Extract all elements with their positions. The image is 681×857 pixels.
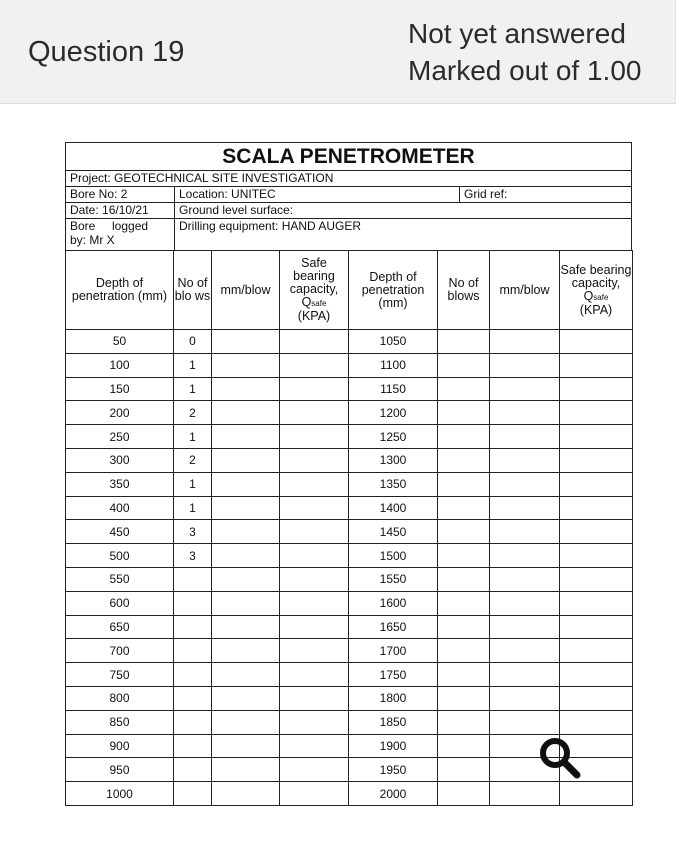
marks-label: Marked out of 1.00: [408, 55, 642, 86]
blows-cell: [174, 663, 212, 687]
depth-cell: 1650: [349, 615, 438, 639]
table-header-row: [66, 251, 633, 330]
safe-bearing-cell: [280, 710, 349, 734]
safe-bearing-cell: [560, 615, 633, 639]
depth-cell: 1850: [349, 710, 438, 734]
mm-blow-cell: [212, 544, 280, 568]
blows-cell: [438, 377, 490, 401]
safe-bearing-cell: [560, 448, 633, 472]
safe-bearing-cell: [280, 377, 349, 401]
table-row: [66, 520, 633, 544]
depth-cell: 2000: [349, 782, 438, 806]
safe-bearing-cell: [560, 520, 633, 544]
safe-bearing-cell: [280, 544, 349, 568]
mm-blow-cell: [490, 591, 560, 615]
sheet-title: SCALA PENETROMETER: [65, 142, 632, 170]
project-label: Project: GEOTECHNICAL SITE INVESTIGATION: [70, 171, 334, 185]
safe-bearing-cell: [280, 330, 349, 354]
safe-bearing-cell: [280, 758, 349, 782]
table-row: [66, 567, 633, 591]
blows-cell: 1: [174, 425, 212, 449]
mm-blow-cell: [490, 686, 560, 710]
blows-cell: [174, 639, 212, 663]
blows-cell: [174, 615, 212, 639]
table-row: [66, 448, 633, 472]
blows-cell: 1: [174, 353, 212, 377]
safe-bearing-cell: [280, 401, 349, 425]
mm-blow-cell: [212, 330, 280, 354]
bore-number: Bore No: 2: [70, 187, 128, 201]
safe-bearing-cell: [280, 496, 349, 520]
depth-cell: 700: [66, 639, 174, 663]
blows-cell: 3: [174, 544, 212, 568]
mm-blow-cell: [212, 401, 280, 425]
depth-cell: 250: [66, 425, 174, 449]
mm-blow-cell: [490, 782, 560, 806]
blows-cell: [438, 425, 490, 449]
blows-cell: [174, 591, 212, 615]
mm-blow-cell: [490, 615, 560, 639]
mm-blow-cell: [212, 448, 280, 472]
safe-bearing-cell: [280, 734, 349, 758]
mm-blow-cell: [490, 663, 560, 687]
depth-cell: 400: [66, 496, 174, 520]
depth-header-right: Depth of penetration (mm): [349, 251, 438, 330]
safe-bearing-cell: [560, 710, 633, 734]
safe-bearing-cell: [560, 567, 633, 591]
mm-blow-cell: [212, 782, 280, 806]
depth-cell: 1000: [66, 782, 174, 806]
mm-blow-cell: [212, 425, 280, 449]
blows-cell: [438, 330, 490, 354]
depth-cell: 1700: [349, 639, 438, 663]
safe-bearing-cell: [280, 663, 349, 687]
blows-cell: [438, 758, 490, 782]
table-row: [66, 639, 633, 663]
safe-bearing-cell: [280, 782, 349, 806]
mm-blow-cell: [212, 520, 280, 544]
mm-blow-cell: [490, 710, 560, 734]
depth-cell: 1400: [349, 496, 438, 520]
table-row: [66, 401, 633, 425]
mm-blow-cell: [212, 496, 280, 520]
depth-cell: 1250: [349, 425, 438, 449]
scala-penetrometer-sheet: [65, 142, 632, 806]
table-row: [66, 472, 633, 496]
depth-cell: 450: [66, 520, 174, 544]
question-number: Question 19: [28, 36, 185, 68]
mm-blow-cell: [490, 496, 560, 520]
blows-cell: [438, 567, 490, 591]
safe-bearing-cell: [280, 353, 349, 377]
safe-bearing-cell: [560, 353, 633, 377]
mm-blow-cell: [490, 353, 560, 377]
mm-blow-cell: [490, 567, 560, 591]
depth-cell: 1900: [349, 734, 438, 758]
depth-cell: 1350: [349, 472, 438, 496]
search-icon[interactable]: [537, 735, 583, 781]
table-row: [66, 544, 633, 568]
mm-blow-cell: [212, 734, 280, 758]
blows-cell: [438, 353, 490, 377]
mm-blow-cell: [490, 472, 560, 496]
safe-bearing-header-left: Safe bearing capacity, Qsafe (KPA): [280, 251, 349, 330]
mm-blow-cell: [490, 448, 560, 472]
table-row: [66, 591, 633, 615]
depth-cell: 1450: [349, 520, 438, 544]
blows-cell: [438, 591, 490, 615]
blows-cell: [438, 472, 490, 496]
mm-blow-cell: [212, 663, 280, 687]
safe-bearing-cell: [560, 591, 633, 615]
safe-bearing-cell: [560, 544, 633, 568]
depth-cell: 300: [66, 448, 174, 472]
depth-cell: 200: [66, 401, 174, 425]
depth-cell: 1200: [349, 401, 438, 425]
blows-cell: [438, 710, 490, 734]
blows-cell: [438, 663, 490, 687]
depth-cell: 100: [66, 353, 174, 377]
table-row: [66, 615, 633, 639]
mm-blow-cell: [490, 520, 560, 544]
safe-bearing-cell: [560, 663, 633, 687]
depth-cell: 500: [66, 544, 174, 568]
safe-bearing-cell: [280, 591, 349, 615]
mm-blow-cell: [212, 686, 280, 710]
safe-bearing-cell: [280, 615, 349, 639]
blows-cell: [174, 758, 212, 782]
question-info-header: [0, 0, 676, 104]
project-row: [66, 171, 631, 187]
safe-bearing-cell: [280, 567, 349, 591]
mm-blow-cell: [490, 377, 560, 401]
safe-bearing-cell: [560, 377, 633, 401]
mm-blow-header-right: mm/blow: [490, 251, 560, 330]
answer-state: Not yet answered: [408, 18, 626, 49]
depth-cell: 1550: [349, 567, 438, 591]
mm-blow-header-left: mm/blow: [212, 251, 280, 330]
date-row: [66, 203, 631, 219]
blows-header-right: No of blows: [438, 251, 490, 330]
ground-level-label: Ground level surface:: [174, 203, 631, 218]
mm-blow-cell: [212, 567, 280, 591]
depth-cell: 1300: [349, 448, 438, 472]
blows-cell: [174, 782, 212, 806]
depth-cell: 1600: [349, 591, 438, 615]
depth-header-left: Depth of penetration (mm): [66, 251, 174, 330]
depth-cell: 950: [66, 758, 174, 782]
depth-cell: 150: [66, 377, 174, 401]
depth-cell: 850: [66, 710, 174, 734]
depth-cell: 1150: [349, 377, 438, 401]
safe-bearing-header-right: Safe bearing capacity, Qsafe (KPA): [560, 251, 633, 330]
date-label: Date: 16/10/21: [70, 203, 149, 217]
blows-header-left: No of blo ws: [174, 251, 212, 330]
depth-cell: 550: [66, 567, 174, 591]
table-row: [66, 782, 633, 806]
depth-cell: 1500: [349, 544, 438, 568]
blows-cell: [438, 615, 490, 639]
table-row: [66, 710, 633, 734]
mm-blow-cell: [490, 544, 560, 568]
blows-cell: [174, 567, 212, 591]
blows-cell: [438, 686, 490, 710]
location-label: Location: UNITEC: [174, 187, 459, 202]
safe-bearing-cell: [560, 782, 633, 806]
mm-blow-cell: [212, 472, 280, 496]
logged-by-label: Bore logged by: Mr X: [70, 219, 149, 247]
blows-cell: [438, 782, 490, 806]
mm-blow-cell: [490, 330, 560, 354]
table-row: [66, 330, 633, 354]
penetration-table: [65, 250, 633, 806]
mm-blow-cell: [212, 591, 280, 615]
mm-blow-cell: [212, 353, 280, 377]
blows-cell: [438, 520, 490, 544]
blows-cell: 1: [174, 377, 212, 401]
safe-bearing-cell: [280, 448, 349, 472]
safe-bearing-cell: [280, 472, 349, 496]
table-row: [66, 496, 633, 520]
safe-bearing-cell: [560, 330, 633, 354]
safe-bearing-cell: [280, 520, 349, 544]
depth-cell: 650: [66, 615, 174, 639]
safe-bearing-cell: [560, 686, 633, 710]
logged-row: [66, 219, 631, 250]
blows-cell: 2: [174, 401, 212, 425]
blows-cell: 1: [174, 472, 212, 496]
mm-blow-cell: [212, 615, 280, 639]
bore-row: [66, 187, 631, 203]
safe-bearing-cell: [280, 425, 349, 449]
blows-cell: [174, 734, 212, 758]
table-row: [66, 353, 633, 377]
depth-cell: 1100: [349, 353, 438, 377]
blows-cell: [438, 639, 490, 663]
safe-bearing-cell: [280, 639, 349, 663]
blows-cell: [438, 496, 490, 520]
mm-blow-cell: [490, 401, 560, 425]
safe-bearing-cell: [560, 496, 633, 520]
safe-bearing-cell: [560, 425, 633, 449]
grid-ref-label: Grid ref:: [459, 187, 631, 202]
blows-cell: [438, 544, 490, 568]
mm-blow-cell: [490, 425, 560, 449]
sheet-info-block: [65, 170, 632, 250]
mm-blow-cell: [212, 639, 280, 663]
table-row: [66, 425, 633, 449]
question-status: [408, 15, 641, 89]
safe-bearing-cell: [280, 686, 349, 710]
blows-cell: 2: [174, 448, 212, 472]
depth-cell: 1800: [349, 686, 438, 710]
blows-cell: [438, 448, 490, 472]
depth-cell: 1050: [349, 330, 438, 354]
mm-blow-cell: [212, 377, 280, 401]
safe-bearing-cell: [560, 639, 633, 663]
depth-cell: 50: [66, 330, 174, 354]
blows-cell: 3: [174, 520, 212, 544]
depth-cell: 350: [66, 472, 174, 496]
depth-cell: 1750: [349, 663, 438, 687]
depth-cell: 1950: [349, 758, 438, 782]
blows-cell: 1: [174, 496, 212, 520]
blows-cell: [174, 686, 212, 710]
depth-cell: 750: [66, 663, 174, 687]
table-row: [66, 377, 633, 401]
table-row: [66, 663, 633, 687]
blows-cell: 0: [174, 330, 212, 354]
safe-bearing-cell: [560, 401, 633, 425]
drilling-equipment-label: Drilling equipment: HAND AUGER: [174, 219, 631, 250]
mm-blow-cell: [212, 758, 280, 782]
table-row: [66, 686, 633, 710]
depth-cell: 800: [66, 686, 174, 710]
mm-blow-cell: [490, 639, 560, 663]
blows-cell: [438, 734, 490, 758]
safe-bearing-cell: [560, 472, 633, 496]
blows-cell: [174, 710, 212, 734]
depth-cell: 600: [66, 591, 174, 615]
depth-cell: 900: [66, 734, 174, 758]
mm-blow-cell: [212, 710, 280, 734]
blows-cell: [438, 401, 490, 425]
